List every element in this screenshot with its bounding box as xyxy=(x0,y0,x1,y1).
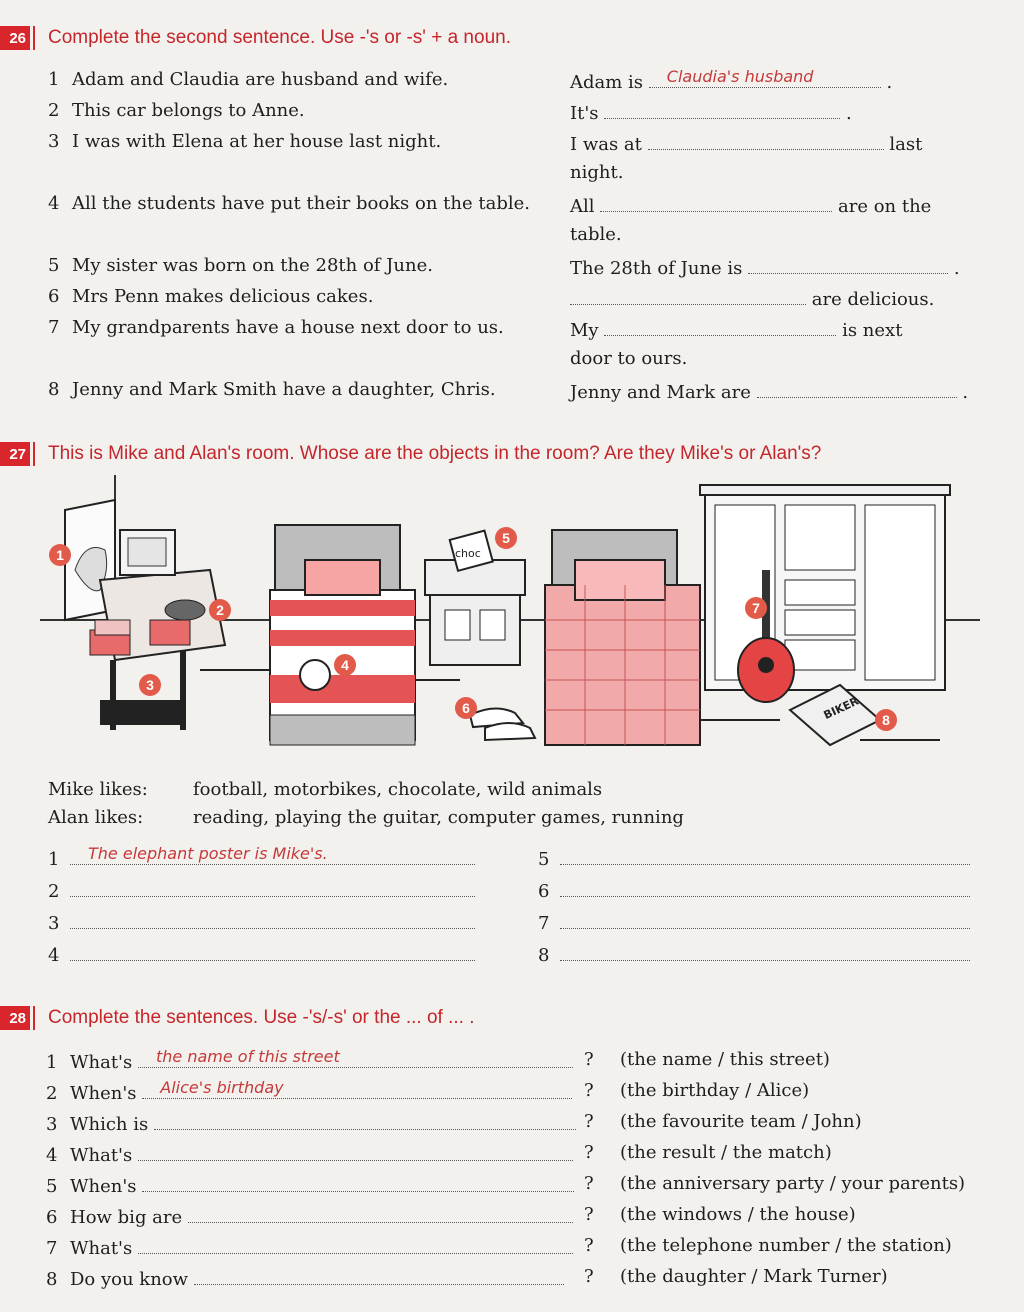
checked-bed xyxy=(545,530,700,745)
sentence-right: are delicious. xyxy=(570,286,934,310)
sentence-continuation: night. xyxy=(570,162,624,183)
marker-7-label: 7 xyxy=(752,600,760,616)
hint: (the favourite team / John) xyxy=(620,1111,862,1132)
answer-blank[interactable]: Claudia's husband xyxy=(649,69,881,88)
marker-2-label: 2 xyxy=(216,602,224,618)
sentence-left: 7 My grandparents have a house next door to us. xyxy=(48,317,504,338)
sentence-right: I was at last xyxy=(570,131,922,155)
question-mark: ? xyxy=(584,1173,594,1194)
answer-blank[interactable] xyxy=(194,1266,564,1285)
sentence-right: All are on the xyxy=(570,193,931,217)
answer-blank[interactable] xyxy=(604,317,836,336)
sentence-continuation: door to ours. xyxy=(570,348,688,369)
answer-blank[interactable] xyxy=(138,1142,573,1161)
question-row: 1 What's the name of this street xyxy=(46,1049,573,1073)
striped-bed xyxy=(270,525,415,745)
alan-likes: Alan likes: reading, playing the guitar, computer games, running xyxy=(48,807,684,828)
answer-blank[interactable] xyxy=(154,1111,576,1130)
answer-blank[interactable] xyxy=(70,942,475,961)
magazine-label: BIKER xyxy=(821,694,861,722)
exercise-instruction: Complete the sentences. Use -'s/-s' or the ... of ... . xyxy=(48,1007,475,1028)
question-row: 2 When's Alice's birthday xyxy=(46,1080,572,1104)
exercise-instruction: Complete the second sentence. Use -'s or -s' + a noun. xyxy=(48,27,511,48)
chocolate-label: choc xyxy=(455,547,481,560)
hint: (the anniversary party / your parents) xyxy=(620,1173,966,1194)
question-mark: ? xyxy=(584,1266,594,1287)
question-row: 7 What's xyxy=(46,1235,573,1259)
answer-blank[interactable] xyxy=(70,910,475,929)
hint: (the telephone number / the station) xyxy=(620,1235,952,1256)
answer-line: 6 xyxy=(538,878,970,902)
wardrobe xyxy=(700,485,950,690)
exercise-instruction: This is Mike and Alan's room. Whose are the objects in the room? Are they Mike's or Alan's? xyxy=(48,443,822,464)
sentence-left: 8 Jenny and Mark Smith have a daughter, Chris. xyxy=(48,379,496,400)
sentence-left: 1 Adam and Claudia are husband and wife. xyxy=(48,69,449,90)
answer-blank[interactable]: Alice's birthday xyxy=(142,1080,572,1099)
answer-blank[interactable] xyxy=(604,100,840,119)
exercise-number-badge: 27 xyxy=(0,442,30,466)
hint: (the windows / the house) xyxy=(620,1204,856,1225)
hint: (the birthday / Alice) xyxy=(620,1080,810,1101)
question-row: 8 Do you know xyxy=(46,1266,564,1290)
sentence-left: 3 I was with Elena at her house last night. xyxy=(48,131,442,152)
bedside-table xyxy=(425,531,525,665)
football xyxy=(300,660,330,690)
bedroom-illustration xyxy=(40,470,980,770)
question-row: 6 How big are xyxy=(46,1204,573,1228)
answer-blank[interactable] xyxy=(748,255,948,274)
question-row: 5 When's xyxy=(46,1173,574,1197)
sentence-right: Jenny and Mark are . xyxy=(570,379,968,403)
sentence-continuation: table. xyxy=(570,224,622,245)
answer-blank[interactable] xyxy=(142,1173,574,1192)
answer-blank[interactable] xyxy=(560,910,970,929)
marker-4-label: 4 xyxy=(341,657,349,673)
answer-line: 7 xyxy=(538,910,970,934)
question-mark: ? xyxy=(584,1204,594,1225)
sentence-left: 2 This car belongs to Anne. xyxy=(48,100,305,121)
question-row: 4 What's xyxy=(46,1142,573,1166)
answer-blank[interactable] xyxy=(600,193,832,212)
marker-6-label: 6 xyxy=(462,700,470,716)
marker-3-label: 3 xyxy=(146,677,154,693)
answer-blank[interactable] xyxy=(560,878,970,897)
sentence-right: Adam is Claudia's husband . xyxy=(570,67,893,93)
answer-blank[interactable] xyxy=(138,1235,573,1254)
answer-line: 5 xyxy=(538,846,970,870)
mike-likes: Mike likes: football, motorbikes, chocolate, wild animals xyxy=(48,779,603,800)
hint: (the daughter / Mark Turner) xyxy=(620,1266,888,1287)
question-mark: ? xyxy=(584,1235,594,1256)
hint: (the name / this street) xyxy=(620,1049,830,1070)
question-row: 3 Which is xyxy=(46,1111,576,1135)
sentence-left: 6 Mrs Penn makes delicious cakes. xyxy=(48,286,374,307)
answer-line: 8 xyxy=(538,942,970,966)
answer-blank[interactable]: The elephant poster is Mike's. xyxy=(70,846,475,865)
answer-blank[interactable] xyxy=(188,1204,573,1223)
answer-blank[interactable] xyxy=(648,131,884,150)
question-mark: ? xyxy=(584,1080,594,1101)
marker-1-label: 1 xyxy=(56,547,64,563)
sentence-right: My is next xyxy=(570,317,902,341)
sentence-right: The 28th of June is . xyxy=(570,255,960,279)
marker-8-label: 8 xyxy=(882,712,890,728)
answer-blank[interactable]: the name of this street xyxy=(138,1049,573,1068)
answer-blank[interactable] xyxy=(570,286,806,305)
sentence-right: It's . xyxy=(570,100,852,124)
answer-blank[interactable] xyxy=(560,846,970,865)
question-mark: ? xyxy=(584,1049,594,1070)
marker-5-label: 5 xyxy=(502,530,510,546)
answer-blank[interactable] xyxy=(70,878,475,897)
answer-line: 2 xyxy=(48,878,475,902)
sentence-left: 5 My sister was born on the 28th of June. xyxy=(48,255,433,276)
exercise-number-badge: 28 xyxy=(0,1006,30,1030)
answer-line: 1 The elephant poster is Mike's. xyxy=(48,846,475,870)
question-mark: ? xyxy=(584,1142,594,1163)
sentence-left: 4 All the students have put their books on the table. xyxy=(48,193,530,214)
answer-blank[interactable] xyxy=(757,379,957,398)
hint: (the result / the match) xyxy=(620,1142,832,1163)
exercise-number-badge: 26 xyxy=(0,26,30,50)
answer-line: 3 xyxy=(48,910,475,934)
answer-blank[interactable] xyxy=(560,942,970,961)
answer-line: 4 xyxy=(48,942,475,966)
question-mark: ? xyxy=(584,1111,594,1132)
